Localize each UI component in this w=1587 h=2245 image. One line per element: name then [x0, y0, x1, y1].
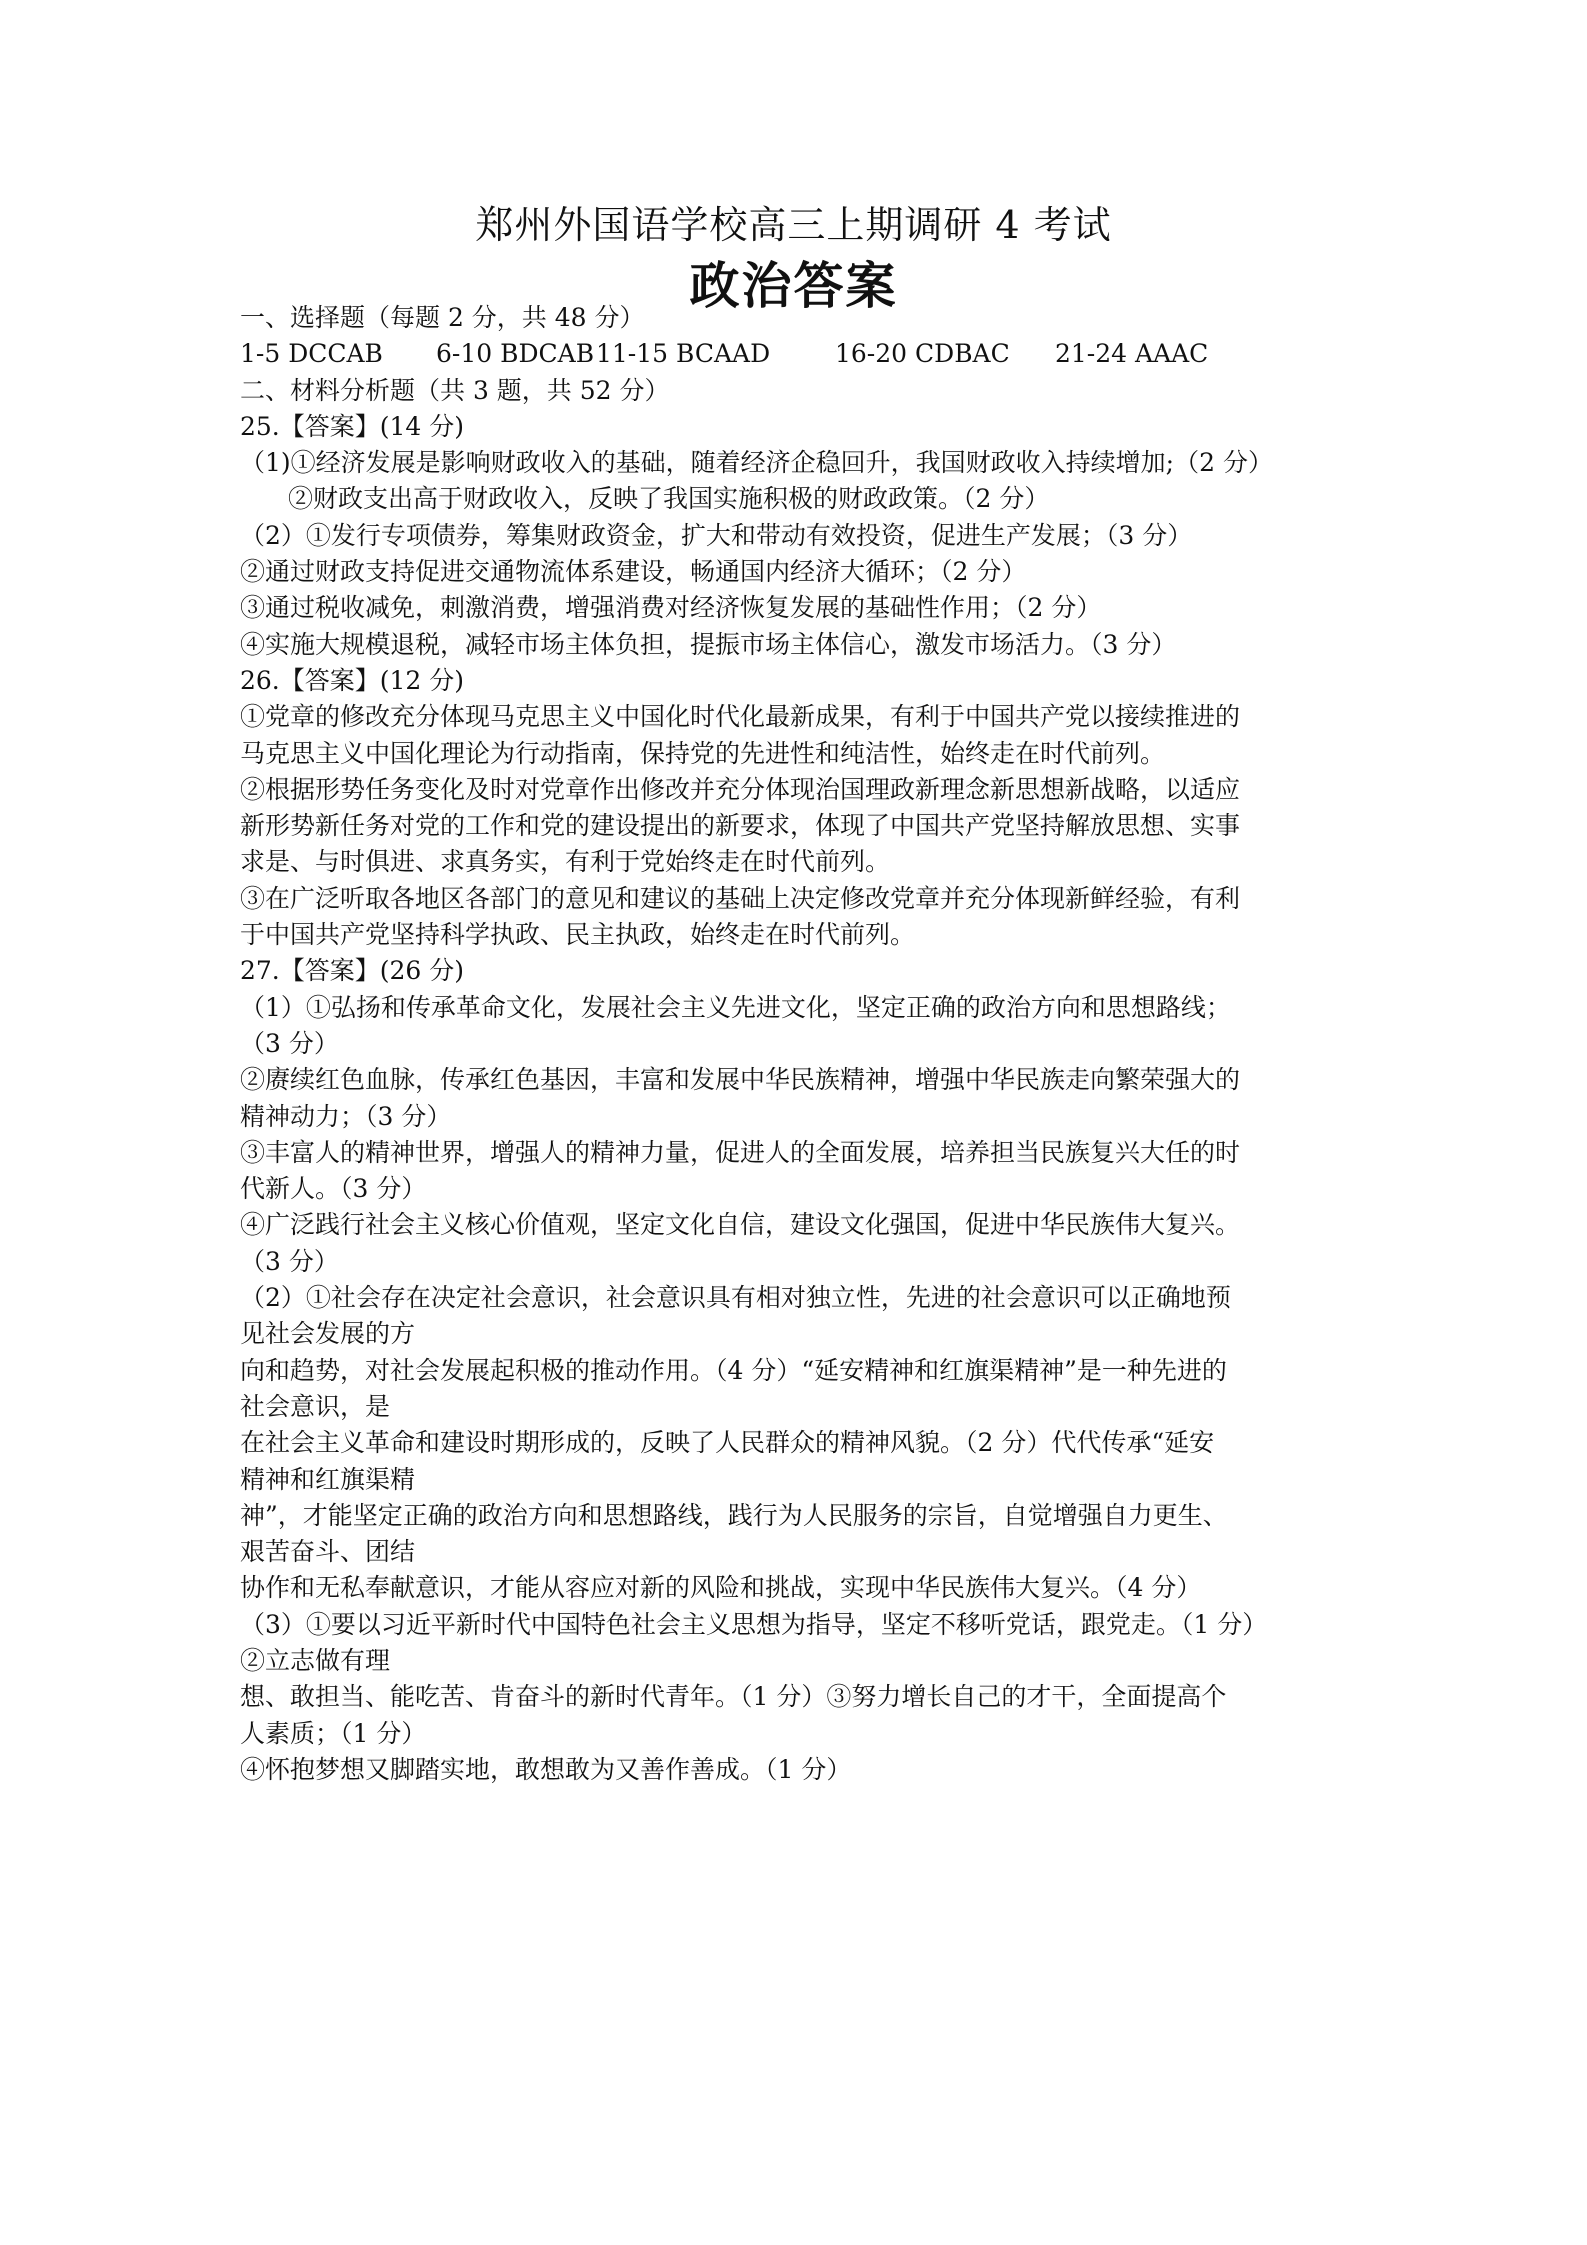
choice-answer-group: 6-10 BDCAB — [436, 339, 595, 369]
answer-line: 协作和无私奉献意识，才能从容应对新的风险和挑战，实现中华民族伟大复兴。（4 分） — [240, 1573, 1202, 1603]
answer-line: 精神动力；（3 分） — [240, 1101, 452, 1131]
section-heading-analysis: 二、材料分析题（共 3 题，共 52 分） — [240, 375, 670, 405]
answer-line: ④实施大规模退税，减轻市场主体负担，提振市场主体信心，激发市场活力。（3 分） — [240, 629, 1177, 659]
choice-answer-group: 11-15 BCAAD — [596, 339, 771, 369]
answer-line: 在社会主义革命和建设时期形成的，反映了人民群众的精神风貌。（2 分）代代传承“延安 — [240, 1428, 1215, 1458]
choice-answer-group: 21-24 AAAC — [1055, 339, 1209, 369]
answer-content — [240, 300, 1360, 1788]
answer-line: ②赓续红色血脉，传承红色基因，丰富和发展中华民族精神，增强中华民族走向繁荣强大的 — [240, 1065, 1241, 1095]
answer-line: ②根据形势任务变化及时对党章作出修改并充分体现治国理政新理念新思想新战略，以适应 — [240, 774, 1241, 804]
answer-line: ②通过财政支持促进交通物流体系建设，畅通国内经济大循环；（2 分） — [240, 557, 1027, 587]
answer-line: 想、敢担当、能吃苦、肯奋斗的新时代青年。（1 分）③努力增长自己的才干，全面提高个 — [240, 1682, 1227, 1712]
choice-answers-row — [240, 336, 1360, 372]
question-26-heading: 26.【答案】(12 分) — [240, 665, 465, 695]
answer-line: ④广泛践行社会主义核心价值观，坚定文化自信，建设文化强国，促进中华民族伟大复兴。 — [240, 1210, 1241, 1240]
answer-line: 马克思主义中国化理论为行动指南，保持党的先进性和纯洁性，始终走在时代前列。 — [240, 738, 1166, 768]
answer-line: ③丰富人的精神世界，增强人的精神力量，促进人的全面发展，培养担当民族复兴大任的时 — [240, 1137, 1241, 1167]
question-27-heading: 27.【答案】(26 分) — [240, 956, 465, 986]
section-heading-choice: 一、选择题（每题 2 分，共 48 分） — [240, 303, 645, 332]
answer-line: 于中国共产党坚持科学执政、民主执政，始终走在时代前列。 — [240, 920, 916, 950]
choice-answer-group: 16-20 CDBAC — [835, 339, 1010, 369]
answer-line: 精神和红旗渠精 — [240, 1464, 416, 1494]
answer-line: ①党章的修改充分体现马克思主义中国化时代化最新成果，有利于中国共产党以接续推进的 — [240, 702, 1241, 732]
subject-title: 政治答案 — [689, 257, 898, 315]
answer-line: 人素质；（1 分） — [240, 1718, 427, 1748]
answer-line: （2）①发行专项债券，筹集财政资金，扩大和带动有效投资，促进生产发展；（3 分） — [240, 520, 1193, 550]
answer-line: （1）①弘扬和传承革命文化，发展社会主义先进文化，坚定正确的政治方向和思想路线； — [240, 992, 1231, 1022]
answer-line: （1)①经济发展是影响财政收入的基础，随着经济企稳回升，我国财政收入持续增加;（2 分） — [240, 448, 1273, 478]
answer-line: 求是、与时俱进、求真务实，有利于党始终走在时代前列。 — [240, 847, 891, 877]
answer-line: ③在广泛听取各地区各部门的意见和建议的基础上决定修改党章并充分体现新鲜经验，有利 — [240, 883, 1241, 913]
answer-line: 社会意识，是 — [240, 1391, 391, 1421]
answer-line: 神”，才能坚定正确的政治方向和思想路线，践行为人民服务的宗旨，自觉增强自力更生、 — [240, 1500, 1228, 1530]
choice-answer-group: 1-5 DCCAB — [240, 339, 383, 369]
answer-line: 新形势新任务对党的工作和党的建设提出的新要求，体现了中国共产党坚持解放思想、实事 — [240, 811, 1241, 841]
answer-line: 见社会发展的方 — [240, 1319, 416, 1349]
answer-line: 艰苦奋斗、团结 — [240, 1537, 416, 1567]
answer-line: （2）①社会存在决定社会意识，社会意识具有相对独立性，先进的社会意识可以正确地预 — [240, 1283, 1231, 1313]
answer-line: 向和趋势，对社会发展起积极的推动作用。（4 分）“延安精神和红旗渠精神”是一种先进的 — [240, 1355, 1227, 1385]
school-title: 郑州外国语学校高三上期调研 4 考试 — [475, 203, 1112, 247]
answer-line: ②立志做有理 — [240, 1645, 391, 1675]
answer-line: （3）①要以习近平新时代中国特色社会主义思想为指导，坚定不移听党话，跟党走。（1 分） — [240, 1609, 1268, 1639]
answer-line: ②财政支出高于财政收入，反映了我国实施积极的财政政策。（2 分） — [288, 484, 1050, 514]
question-25-heading: 25.【答案】(14 分) — [240, 411, 465, 441]
answer-line: ③通过税收减免，刺激消费，增强消费对经济恢复发展的基础性作用；（2 分） — [240, 593, 1102, 623]
answer-line: 代新人。（3 分） — [240, 1174, 427, 1204]
answer-line: ④怀抱梦想又脚踏实地，敢想敢为又善作善成。（1 分） — [240, 1754, 852, 1784]
answer-line: （3 分） — [240, 1246, 339, 1276]
answer-line: （3 分） — [240, 1028, 339, 1058]
